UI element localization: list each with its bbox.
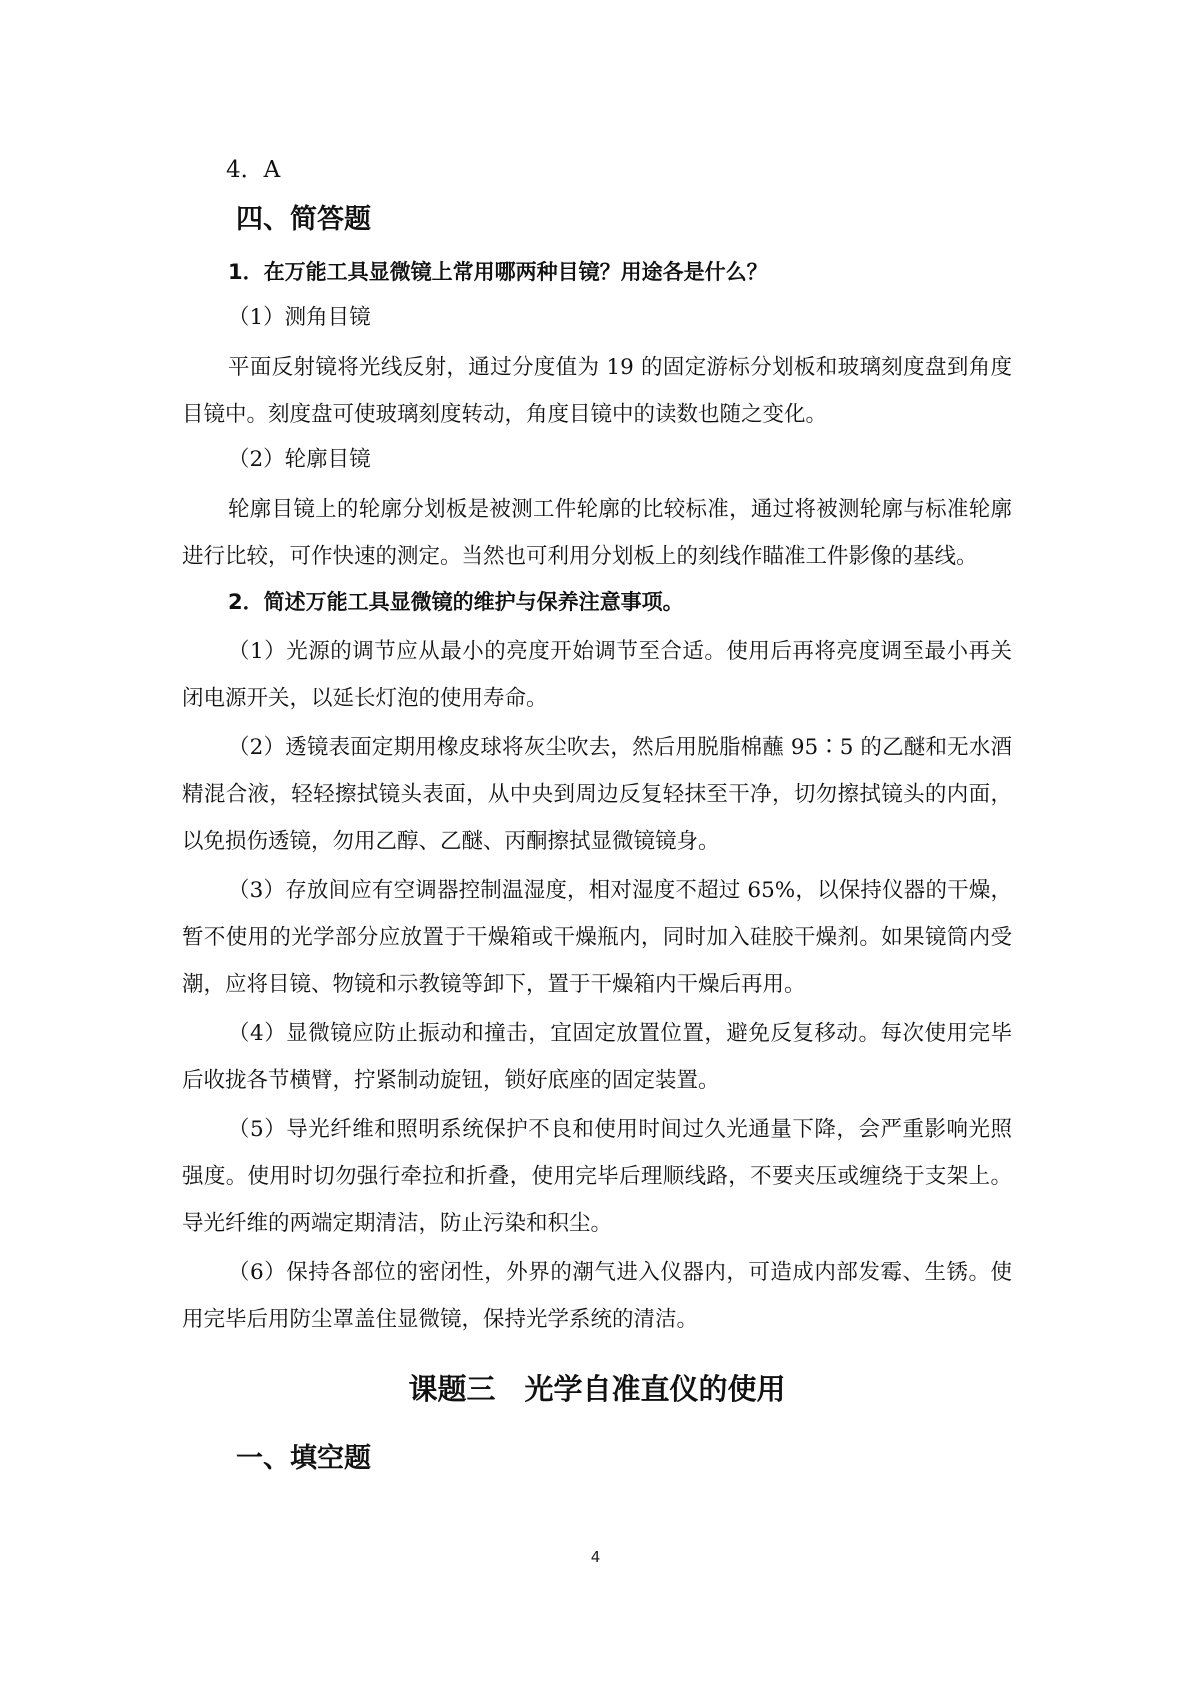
question-2-item: （1）光源的调节应从最小的亮度开始调节至合适。使用后再将亮度调至最小再关闭电源开关，以延长灯泡的使用寿命。 xyxy=(182,639,1012,711)
question-1-title: 1．在万能工具显微镜上常用哪两种目镜？用途各是什么？ xyxy=(228,260,768,284)
question-2-item: （5）导光纤维和照明系统保护不良和使用时间过久光通量下降，会严重影响光照强度。使用时切勿强行牵拉和折叠，使用完毕后理顺线路，不要夹压或缠绕于支架上。导光纤维的两端定期清洁，防止污染和积尘。 xyxy=(182,1117,1012,1236)
question-1-sub2-label: （2）轮廓目镜 xyxy=(228,447,371,472)
answer-line: 4．A xyxy=(226,157,281,183)
chapter-title: 课题三 光学自准直仪的使用 xyxy=(408,1372,786,1406)
question-2-item: （3）存放间应有空调器控制温湿度，相对湿度不超过 65%，以保持仪器的干燥，暂不使用的光学部分应放置于干燥箱或干燥瓶内，同时加入硅胶干燥剂。如果镜筒内受潮，应将目镜、物镜和示教镜等卸下，置于干燥箱内干燥后再用。 xyxy=(182,878,1012,997)
question-2-item: （6）保持各部位的密闭性，外界的潮气进入仪器内，可造成内部发霉、生锈。使用完毕后用防尘罩盖住显微镜，保持光学系统的清洁。 xyxy=(182,1260,1012,1332)
section-heading-fill-blank: 一、填空题 xyxy=(236,1443,371,1474)
question-1-sub1-label: （1）测角目镜 xyxy=(228,305,371,330)
question-2-item: （2）透镜表面定期用橡皮球将灰尘吹去，然后用脱脂棉蘸 95∶5 的乙醚和无水酒精混合液，轻轻擦拭镜头表面，从中央到周边反复轻抹至干净，切勿擦拭镜头的内面，以免损伤透镜，勿用乙醇、乙醚、丙酮擦拭显微镜镜身。 xyxy=(182,735,1012,854)
question-2-title: 2．简述万能工具显微镜的维护与保养注意事项。 xyxy=(228,590,684,614)
section-heading-short-answer: 四、简答题 xyxy=(236,204,371,235)
question-1-sub1-text: 平面反射镜将光线反射，通过分度值为 19 的固定游标分划板和玻璃刻度盘到角度目镜中。刻度盘可使玻璃刻度转动，角度目镜中的读数也随之变化。 xyxy=(182,355,1012,427)
page-content xyxy=(182,150,1012,1491)
page-number: 4 xyxy=(590,1548,601,1566)
question-1-sub2-text: 轮廓目镜上的轮廓分划板是被测工件轮廓的比较标准，通过将被测轮廓与标准轮廓进行比较，可作快速的测定。当然也可利用分划板上的刻线作瞄准工件影像的基线。 xyxy=(182,497,1012,569)
question-2-item: （4）显微镜应防止振动和撞击，宜固定放置位置，避免反复移动。每次使用完毕后收拢各节横臂，拧紧制动旋钮，锁好底座的固定装置。 xyxy=(182,1021,1012,1093)
